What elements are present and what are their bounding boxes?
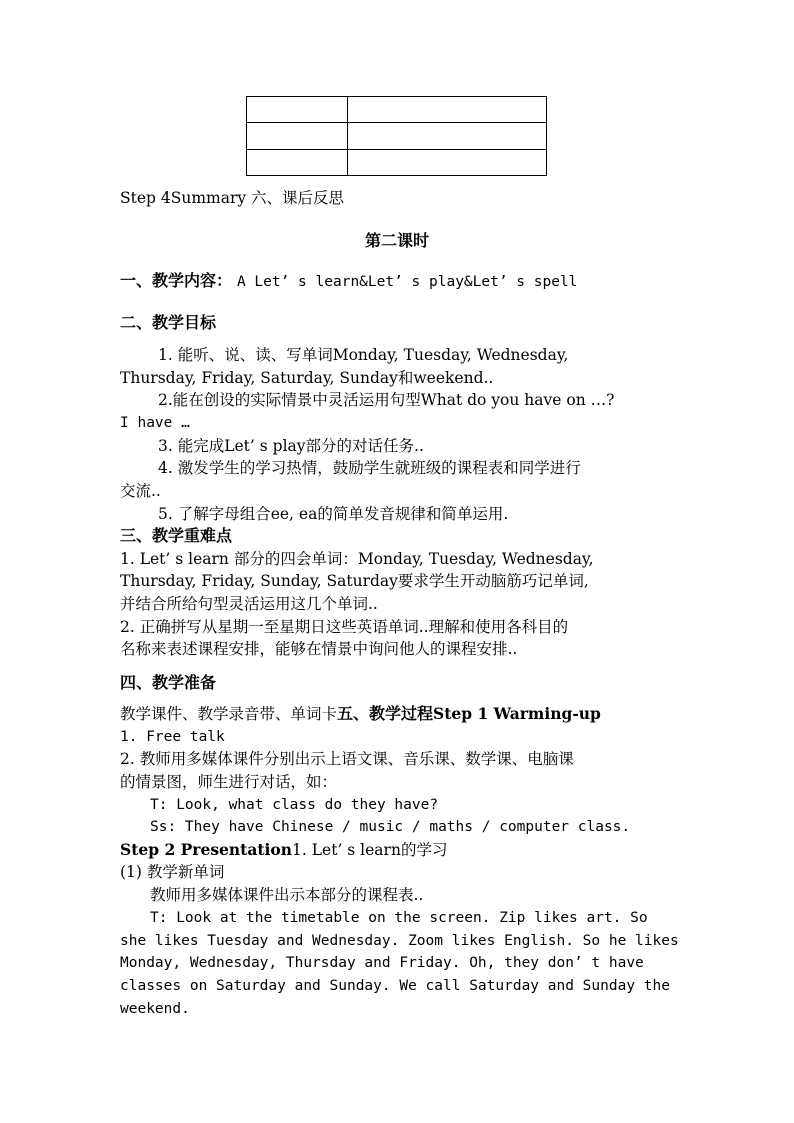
dialog-t: T: Look, what class do they have? — [150, 797, 439, 813]
step2-bold: Step 2 Presentation — [120, 840, 293, 859]
goal-1b: Thursday, Friday, Saturday, Sunday和weekend.. — [120, 369, 494, 387]
goal-1a: 1. 能听、说、读、写单词Monday, Tuesday, Wednesday, — [158, 346, 569, 364]
goal-2b: I have … — [120, 415, 190, 431]
content-label: 一、教学内容： — [120, 271, 233, 290]
key-1a: 1. Let’ s learn 部分的四会单词：Monday, Tuesday, Wednesday, — [120, 550, 594, 568]
prep-text: 教学课件、教学录音带、单词卡 — [120, 705, 338, 723]
table-row — [247, 97, 547, 123]
prep-line — [120, 704, 680, 724]
prep-heading: 四、教学准备 — [120, 673, 217, 692]
teacher-2d: classes on Saturday and Sunday. We call Saturday and Sunday the — [120, 978, 670, 994]
sub-1: (1) 教学新单词 — [120, 863, 225, 881]
table-cell — [348, 123, 547, 149]
goals-heading: 二、教学目标 — [120, 313, 217, 332]
process-2b: 的情景图，师生进行对话，如： — [120, 773, 338, 791]
teacher-2a: T: Look at the timetable on the screen. Zip likes art. So — [150, 910, 648, 926]
step4-line: Step 4Summary 六、课后反思 — [120, 189, 345, 207]
key-2a: 2. 正确拼写从星期一至星期日这些英语单词..理解和使用各科目的 — [120, 618, 569, 636]
blank-table — [246, 96, 547, 176]
goal-2a: 2.能在创设的实际情景中灵活运用句型What do you have on …? — [158, 391, 615, 409]
key-1c: 并结合所给句型灵活运用这几个单词.. — [120, 595, 378, 613]
table-cell — [348, 97, 547, 123]
goal-4b: 交流.. — [120, 482, 161, 500]
process-2a: 2. 教师用多媒体课件分别出示上语文课、音乐课、数学课、电脑课 — [120, 750, 574, 768]
teacher-2c: Monday, Wednesday, Thursday and Friday. Oh, they don’ t have — [120, 955, 644, 971]
teacher-2e: weekend. — [120, 1001, 190, 1017]
content-line — [120, 271, 680, 292]
step2-rest: 1. Let’ s learn的学习 — [292, 841, 448, 859]
table-cell — [247, 149, 348, 175]
lesson-title: 第二课时 — [364, 231, 429, 250]
table-cell — [348, 149, 547, 175]
goal-4a: 4. 激发学生的学习热情，鼓励学生就班级的课程表和同学进行 — [158, 459, 581, 477]
process-heading: 五、教学过程 — [337, 704, 434, 723]
key-heading: 三、教学重难点 — [120, 526, 233, 545]
table-row — [247, 149, 547, 175]
process-step: Step 1 Warming-up — [433, 704, 601, 723]
key-2b: 名称来表述课程安排，能够在情景中询问他人的课程安排.. — [120, 640, 518, 658]
table-cell — [247, 97, 348, 123]
sub-1-text: 教师用多媒体课件出示本部分的课程表.. — [150, 886, 424, 904]
step2-line — [120, 840, 680, 860]
key-1b: Thursday, Friday, Sunday, Saturday要求学生开动脑筋巧记单词, — [120, 572, 589, 590]
table-cell — [247, 123, 348, 149]
goal-3: 3. 能完成Let’ s play部分的对话任务.. — [158, 437, 424, 455]
teacher-2b: she likes Tuesday and Wednesday. Zoom likes English. So he likes — [120, 933, 679, 949]
dialog-ss: Ss: They have Chinese / music / maths / computer class. — [150, 819, 631, 835]
free-talk: 1. Free talk — [120, 729, 225, 745]
goal-5: 5. 了解字母组合ee, ea的简单发音规律和简单运用. — [158, 505, 509, 523]
table-row — [247, 123, 547, 149]
content-value: A Let’ s learn&Let’ s play&Let’ s spell — [236, 274, 578, 290]
